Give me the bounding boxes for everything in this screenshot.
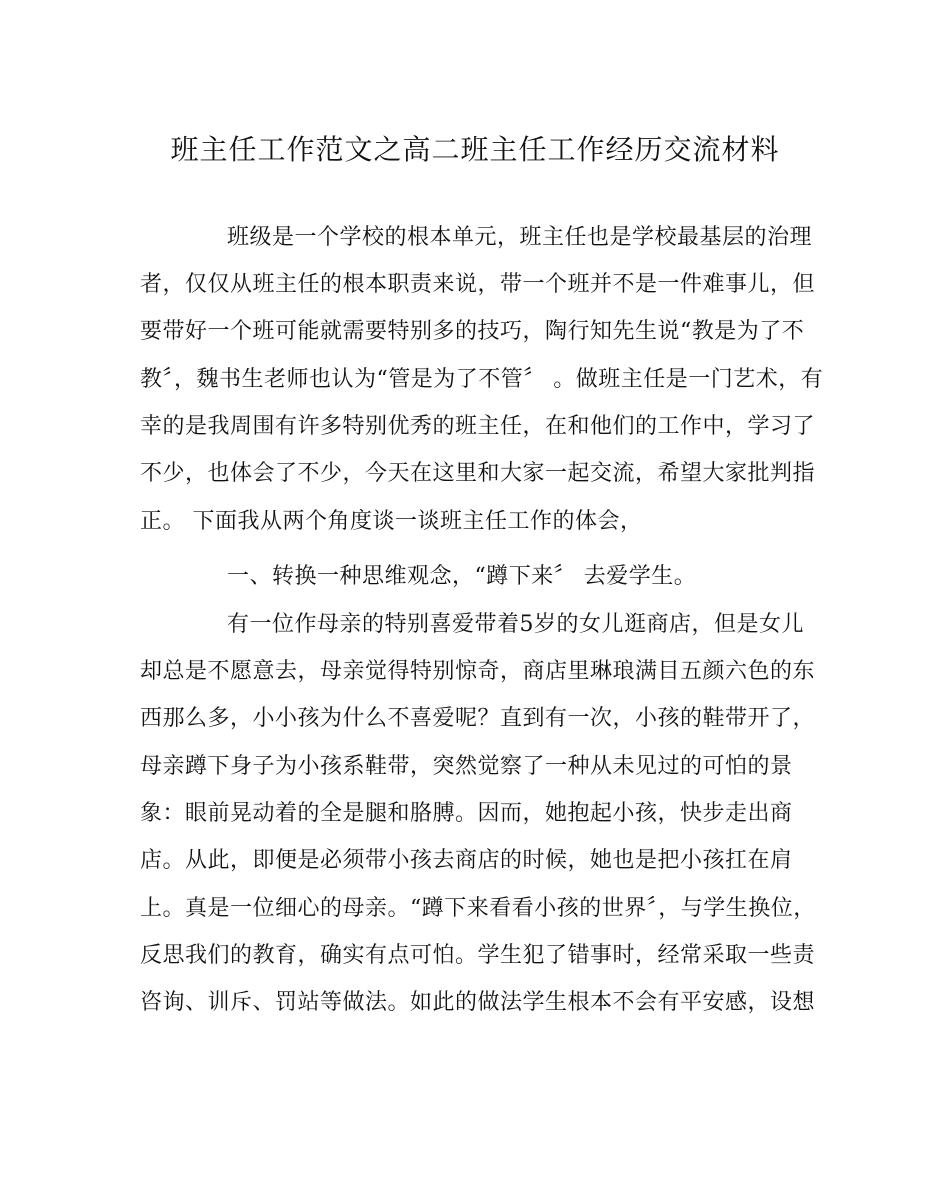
paragraph-line: 班级是一个学校的根本单元，班主任也是学校最基层的治理 [227,225,813,250]
paragraph-line: 教〞，魏书生老师也认为“管是为了不管〞 。做班主任是一门艺术，有 [140,367,824,392]
section-heading: 一、转换一种思维观念，“蹲下来〞 去爱学生。 [227,564,697,589]
paragraph-line: 者，仅仅从班主任的根本职责来说，带一个班并不是一件难事儿，但 [140,272,816,297]
paragraph-line: 有一位作母亲的特别喜爱带着5岁的女儿逛商店，但是女儿 [227,612,804,637]
paragraph-line: 却总是不愿意去，母亲觉得特别惊奇，商店里琳琅满目五颜六色的东 [140,659,816,684]
paragraph-line: 幸的是我周围有许多特别优秀的班主任，在和他们的工作中，学习了 [140,414,816,439]
paragraph-line: 咨询、训斥、罚站等做法。如此的做法学生根本不会有平安感，设想 [140,990,816,1015]
paragraph-line: 要带好一个班可能就需要特别多的技巧，陶行知先生说“教是为了不 [140,319,805,344]
paragraph-line: 店。从此，即便是必须带小孩去商店的时候，她也是把小孩扛在肩 [140,848,793,873]
paragraph-line: 象：眼前晃动着的全是腿和胳膊。因而，她抱起小孩，快步走出商 [140,801,793,826]
paragraph-line: 正。 下面我从两个角度谈一谈班主任工作的体会， [140,509,643,534]
document-title: 班主任工作范文之高二班主任工作经历交流材料 [170,133,780,166]
paragraph-line: 不少，也体会了不少，今天在这里和大家一起交流，希望大家批判指 [140,461,816,486]
paragraph-line: 上。真是一位细心的母亲。“蹲下来看看小孩的世界〞，与学生换位， [140,896,816,921]
paragraph-line: 西那么多，小小孩为什么不喜爱呢？直到有一次，小孩的鞋带开了， [140,706,816,731]
paragraph-line: 反思我们的教育，确实有点可怕。学生犯了错事时，经常采取一些责 [140,943,816,968]
paragraph-line: 母亲蹲下身子为小孩系鞋带，突然觉察了一种从未见过的可怕的景 [140,754,793,779]
